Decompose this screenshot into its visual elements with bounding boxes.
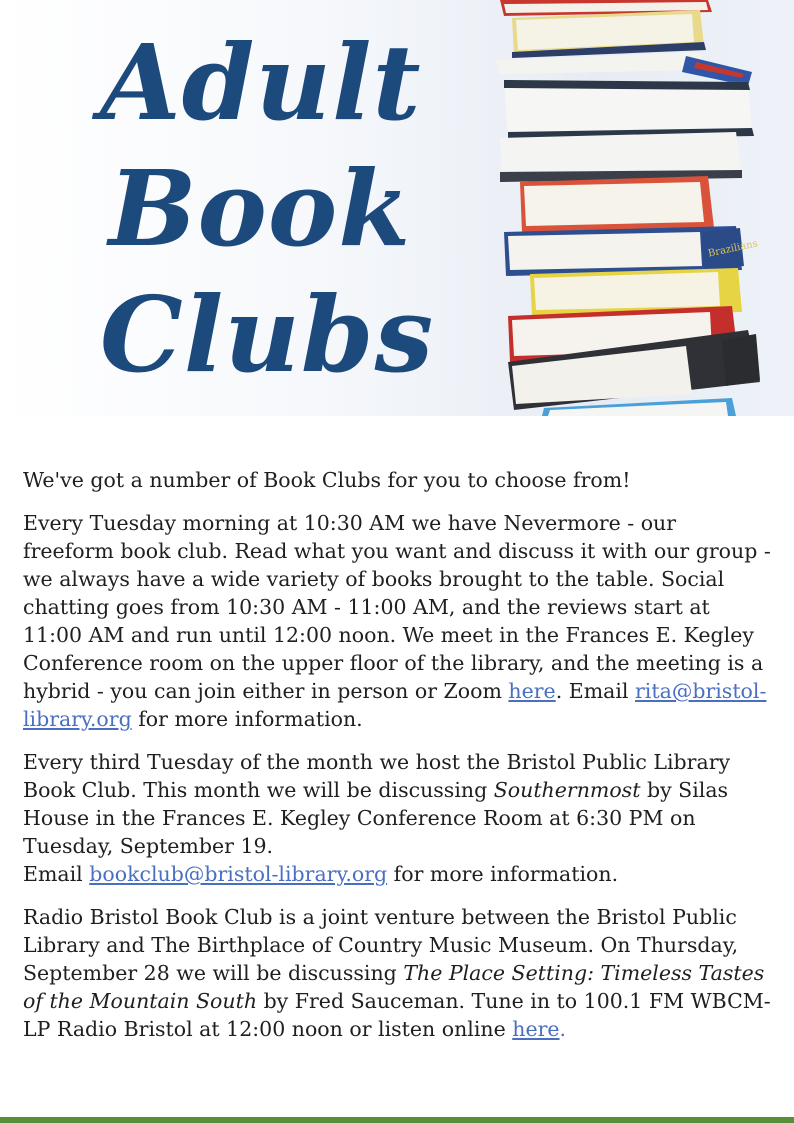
bpl-text-3: for more information. (387, 862, 619, 886)
radio-book-title: The Place Setting: Timeless Tastes of the Mountain South (23, 961, 765, 1013)
book-stack-illustration (486, 0, 776, 416)
radio-club-paragraph (23, 903, 773, 1043)
nevermore-text-2: . Email (555, 679, 635, 703)
nevermore-text-3: for more information. (131, 707, 363, 731)
bpl-email-prefix: Email (23, 862, 90, 886)
bpl-text-1: Every third Tuesday of the month we host the Bristol Public Library Book Club. This month we will be discussing (23, 750, 731, 802)
intro-paragraph (23, 466, 773, 494)
radio-text-3: . (559, 1017, 567, 1041)
intro-text: We've got a number of Book Clubs for you to choose from! (23, 468, 631, 492)
zoom-link[interactable]: here (508, 679, 556, 703)
title-line-clubs: Clubs (100, 273, 435, 396)
rita-email-link[interactable]: rita@bristol-library.org (23, 679, 767, 731)
nevermore-paragraph (23, 509, 773, 733)
radio-text-2: by Fred Sauceman. Tune in to 100.1 FM WBCM-LP Radio Bristol at 12:00 noon or listen online (23, 989, 771, 1041)
bpl-text-2: by Silas House in the Frances E. Kegley Conference Room at 6:30 PM on Tuesday, September 19. (23, 778, 729, 858)
book-spine-label: Brazilians (707, 238, 759, 260)
bpl-club-paragraph (23, 748, 773, 888)
radio-text-1: Radio Bristol Book Club is a joint venture between the Bristol Public Library and The Birthplace of Country Music Museum. On Thursday, September 28 we will be discussing (23, 905, 739, 985)
header-banner (0, 0, 794, 416)
bpl-book-title: Southernmost (493, 778, 641, 802)
page-title (100, 20, 435, 398)
main-content (23, 466, 773, 1058)
listen-online-link[interactable]: here (512, 1017, 560, 1041)
title-line-book: Book (108, 147, 412, 270)
bookclub-email-link[interactable]: bookclub@bristol-library.org (89, 862, 388, 886)
nevermore-text-1: Every Tuesday morning at 10:30 AM we have Nevermore - our freeform book club. Read what you want and discuss it with our group - we always have a wide variety of books brought to the table. Social chatting goes from 10:30 AM - 11:00 AM, and the reviews start at 11:00 AM and run until 12:00 noon. We meet in the Frances E. Kegley Conference room on the upper floor of the library, and the meeting is a hybrid - you can join either in person or Zoom (23, 511, 771, 703)
title-line-adult: Adult (100, 21, 422, 144)
footer-bar (0, 1117, 794, 1123)
